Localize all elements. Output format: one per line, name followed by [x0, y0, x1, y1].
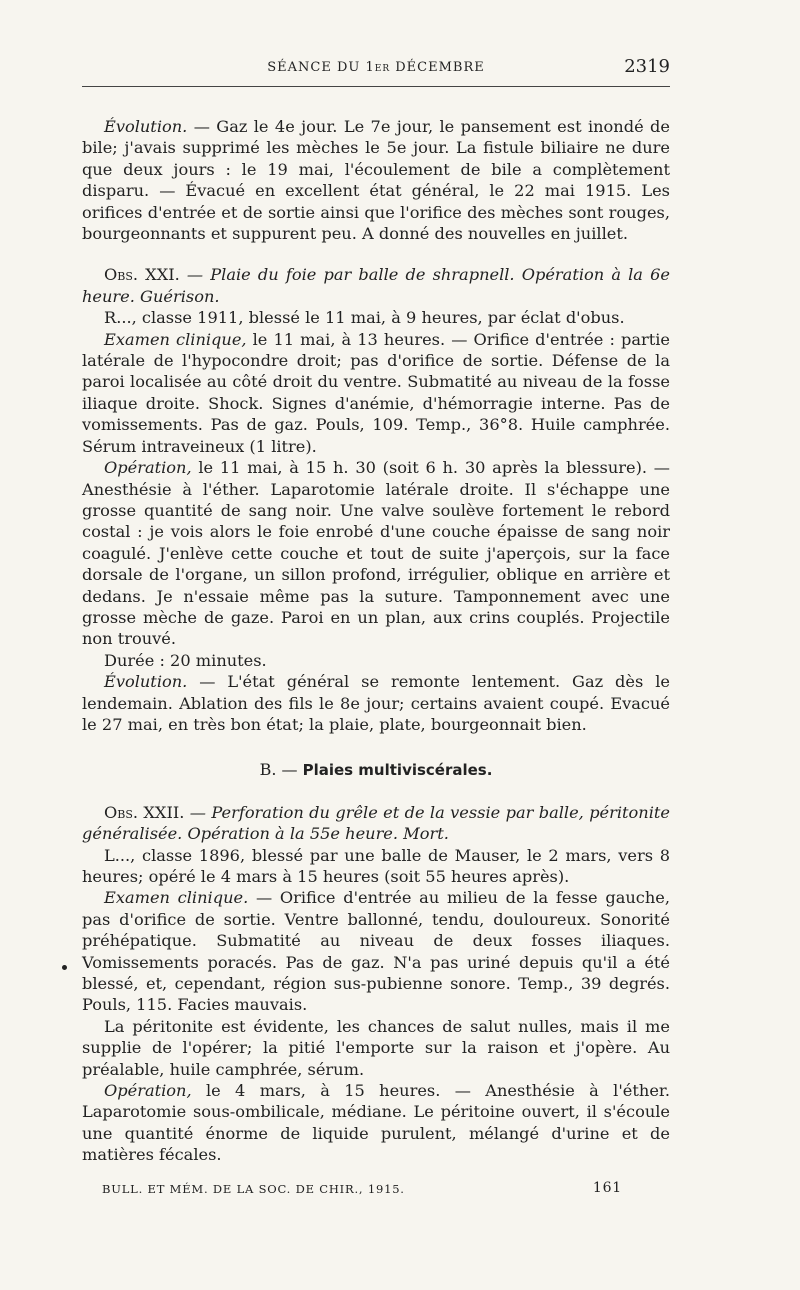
obs21-duration: Durée : 20 minutes.: [104, 650, 267, 670]
page-body: [82, 116, 670, 1166]
footer-citation: BULL. ET MÉM. DE LA SOC. DE CHIR., 1915.: [102, 1182, 405, 1196]
obs22-patient: L..., classe 1896, blessé par une balle de Mauser, le 2 mars, vers 8 heures; opéré le 4 mars à 15 heures (soit 55 heures après).: [82, 845, 670, 886]
margin-mark: [62, 965, 67, 970]
obs21-title: — Plaie du foie par balle de shrapnell. Opération à la 6e heure. Guérison.: [82, 265, 670, 306]
evolution-label: Évolution.: [104, 117, 188, 136]
section-title: Plaies multiviscérales.: [302, 761, 493, 780]
obs21-evolution: [82, 671, 670, 735]
page-number: 2319: [624, 56, 670, 77]
running-head: [82, 58, 670, 87]
obs22-operation: [82, 1080, 670, 1166]
obs21-exam-text: le 11 mai, à 13 heures. — Orifice d'entrée : partie latérale de l'hypocondre droit; pas d'orifice de sortie. Défense de la paroi localisée au côté droit du ventre. Submatité au niveau de la fosse iliaque droite. Shock. Signes d'anémie, d'hémorragie interne. Pas de vomissements. Pas de gaz. Pouls, 109. Temp., 36°8. Huile camphrée. Sérum intraveineux (1 litre).: [82, 329, 670, 456]
obs22-exam-label: Examen clinique.: [104, 888, 249, 908]
section-heading: [82, 759, 670, 781]
obs22-label: Obs. XXII.: [104, 802, 185, 822]
obs22-title: — Perforation du grêle et de la vessie par balle, péritonite généralisée. Opération à la 55e heure. Mort.: [82, 802, 670, 844]
obs21-exam-label: Examen clinique,: [104, 329, 247, 349]
obs21-operation: [82, 457, 670, 650]
evolution-paragraph: [82, 116, 670, 244]
signature-number: 161: [592, 1180, 622, 1196]
obs21-op-text: le 11 mai, à 15 h. 30 (soit 6 h. 30 après la blessure). — Anesthésie à l'éther. Laparotomie latérale droite. Il s'échappe une grosse quantité de sang noir. Une valve soulève fortement le rebord costal : je vois alors le foie enrobé d'une couche épaisse de sang noir coagulé. J'enlève cette couche et tout de suite j'aperçois, sur la face dorsale de l'organe, un sillon profond, irrégulier, oblique en arrière et dedans. Je n'essaie même pas la suture. Tamponnement avec une grosse mèche de gaze. Paroi en un plan, aux crins couplés. Projectile non trouvé.: [82, 458, 670, 649]
obs22-heading: [82, 802, 670, 845]
section-prefix: B. —: [259, 760, 303, 780]
obs21-heading: [82, 264, 670, 307]
obs22-exam: [82, 887, 670, 1015]
obs21-patient: R..., classe 1911, blessé le 11 mai, à 9 heures, par éclat d'obus.: [104, 308, 625, 328]
obs21-op-label: Opération,: [104, 458, 192, 478]
running-title: SÉANCE DU 1er DÉCEMBRE: [267, 60, 485, 75]
obs21-evo-label: Évolution.: [104, 672, 188, 692]
footer: [102, 1182, 622, 1196]
obs21-evo-text: — L'état général se remonte lentement. Gaz dès le lendemain. Ablation des fils le 8e jour; certains avaient coupé. Evacué le 27 mai, en très bon état; la plaie, plate, bourgeonnait bien.: [82, 672, 670, 734]
obs22-op-label: Opération,: [104, 1081, 192, 1101]
obs22-op-text: le 4 mars, à 15 heures. — Anesthésie à l'éther. Laparotomie sous-ombilicale, médiane. Le péritoine ouvert, il s'écoule une quantité énorme de liquide purulent, mélangé d'urine et de matières fécales.: [82, 1081, 670, 1165]
obs21-label: Obs. XXI.: [104, 265, 180, 285]
obs22-reflection: La péritonite est évidente, les chances de salut nulles, mais il me supplie de l'opérer; la pitié l'emporte sur la raison et j'opère. Au préalable, huile camphrée, sérum.: [82, 1016, 670, 1079]
obs22-exam-text: — Orifice d'entrée au milieu de la fesse gauche, pas d'orifice de sortie. Ventre ballonné, tendu, douloureux. Sonorité préhépatique. Submatité au niveau de deux fosses iliaques. Vomissements poracés. Pas de gaz. N'a pas uriné depuis qu'il a été blessé, et, cependant, région sus-pubienne sonore. Temp., 39 degrés. Pouls, 115. Facies mauvais.: [82, 888, 670, 1015]
evolution-text: — Gaz le 4e jour. Le 7e jour, le pansement est inondé de bile; j'avais supprimé les mèches le 5e jour. La fistule biliaire ne dure que deux jours : le 19 mai, l'écoulement de bile a complètement disparu. — Évacué en excellent état général, le 22 mai 1915. Les orifices d'entrée et de sortie ainsi que l'orifice des mèches sont rouges, bourgeonnants et suppurent peu. A donné des nouvelles en juillet.: [82, 117, 670, 244]
obs21-exam: [82, 329, 670, 457]
